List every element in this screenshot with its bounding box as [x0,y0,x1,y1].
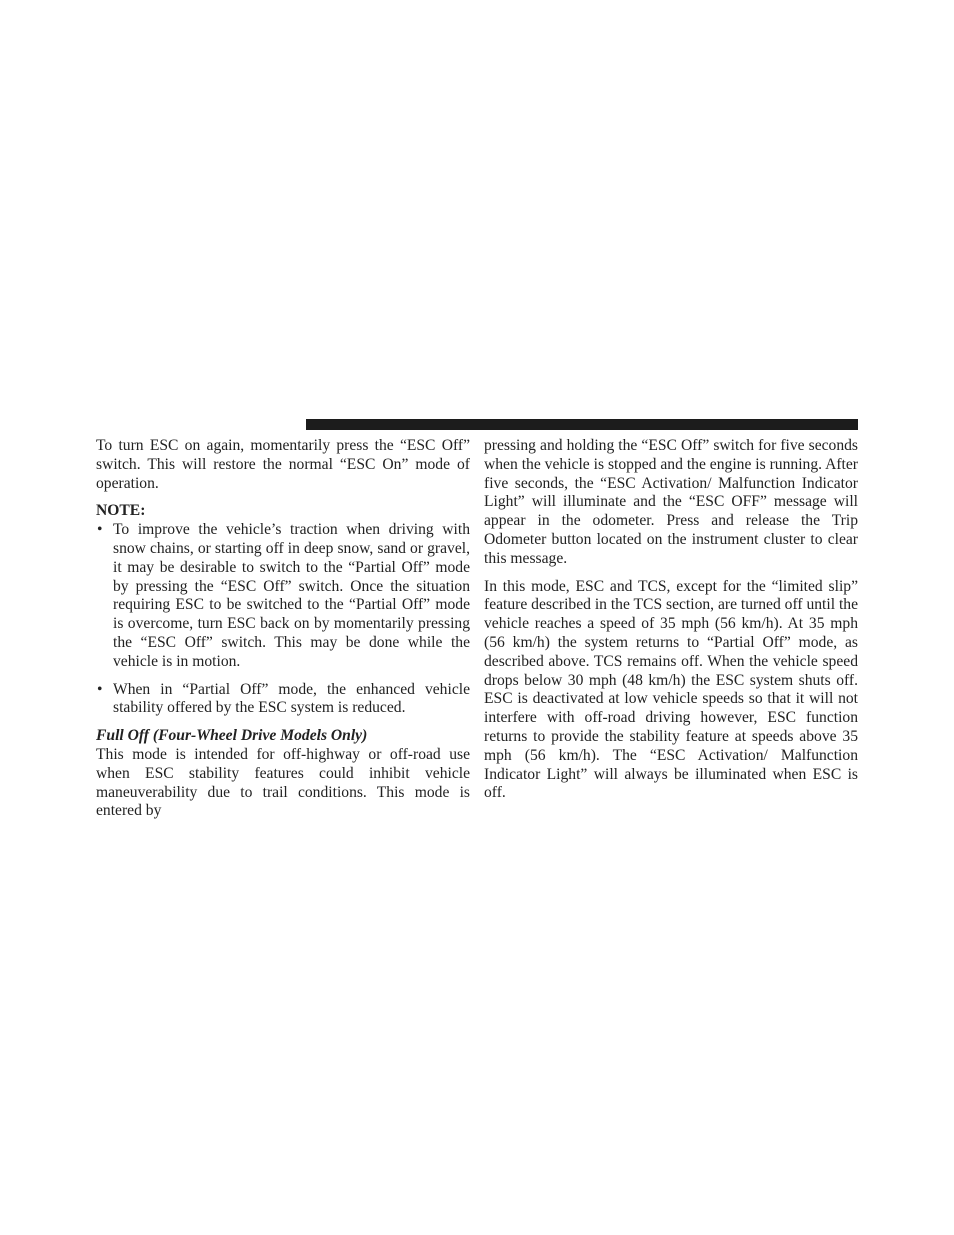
bullet-icon: • [97,680,103,698]
note-label: NOTE: [96,502,146,520]
intro-paragraph: To turn ESC on again, momentarily press the “ESC Off” switch. This will restore the normal “ESC On” mode of operation. [96,437,470,492]
note-item [96,681,470,719]
continuation-paragraph: pressing and holding the “ESC Off” switch for five seconds when the vehicle is stopped and the engine is running. After five seconds, the “ESC Activation/ Malfunction Indicator Light” will illuminate and the “ESC OFF” message will appear in the odometer. Press and release the Trip Odometer button located on the instrument cluster to clear this message. [484,437,858,567]
section-header-bar [306,419,858,430]
left-column [96,437,470,821]
right-column [484,437,858,803]
full-off-paragraph: This mode is intended for off-highway or off-road use when ESC stability features could inhibit vehicle maneuverability due to trail conditions. This mode is entered by [96,745,470,820]
mode-paragraph: In this mode, ESC and TCS, except for the “limited slip” feature described in the TCS section, are turned off until the vehicle reaches a speed of 35 mph (56 km/h). At 35 mph (56 km/h) the system returns to “Partial Off” mode, as described above. TCS remains off. When the vehicle speed drops below 30 mph (48 km/h) the ESC system shuts off. ESC is deactivated at low vehicle speeds so that it will not interfere with off-road driving however, ESC function returns to provide the stability feature at speeds above 35 mph (56 km/h). The “ESC Activation/ Malfunction Indicator Light” will always be illuminated when ESC is off. [484,577,858,802]
note-item-text: To improve the vehicle’s traction when driving with snow chains, or starting off in deep snow, sand or gravel, it may be desirable to switch to the “Partial Off” mode by pressing the “ESC Off” switch. Once the situation requiring ESC to be switched to the “Partial Off” mode is overcome, turn ESC back on by momentarily pressing the “ESC Off” switch. This may be done while the vehicle is in motion. [113,521,470,670]
note-list [96,521,470,718]
bullet-icon: • [97,521,103,539]
full-off-subheading: Full Off (Four-Wheel Drive Models Only) [96,727,368,745]
note-item-text: When in “Partial Off” mode, the enhanced vehicle stability offered by the ESC system is reduced. [113,680,470,717]
note-item [96,521,470,671]
